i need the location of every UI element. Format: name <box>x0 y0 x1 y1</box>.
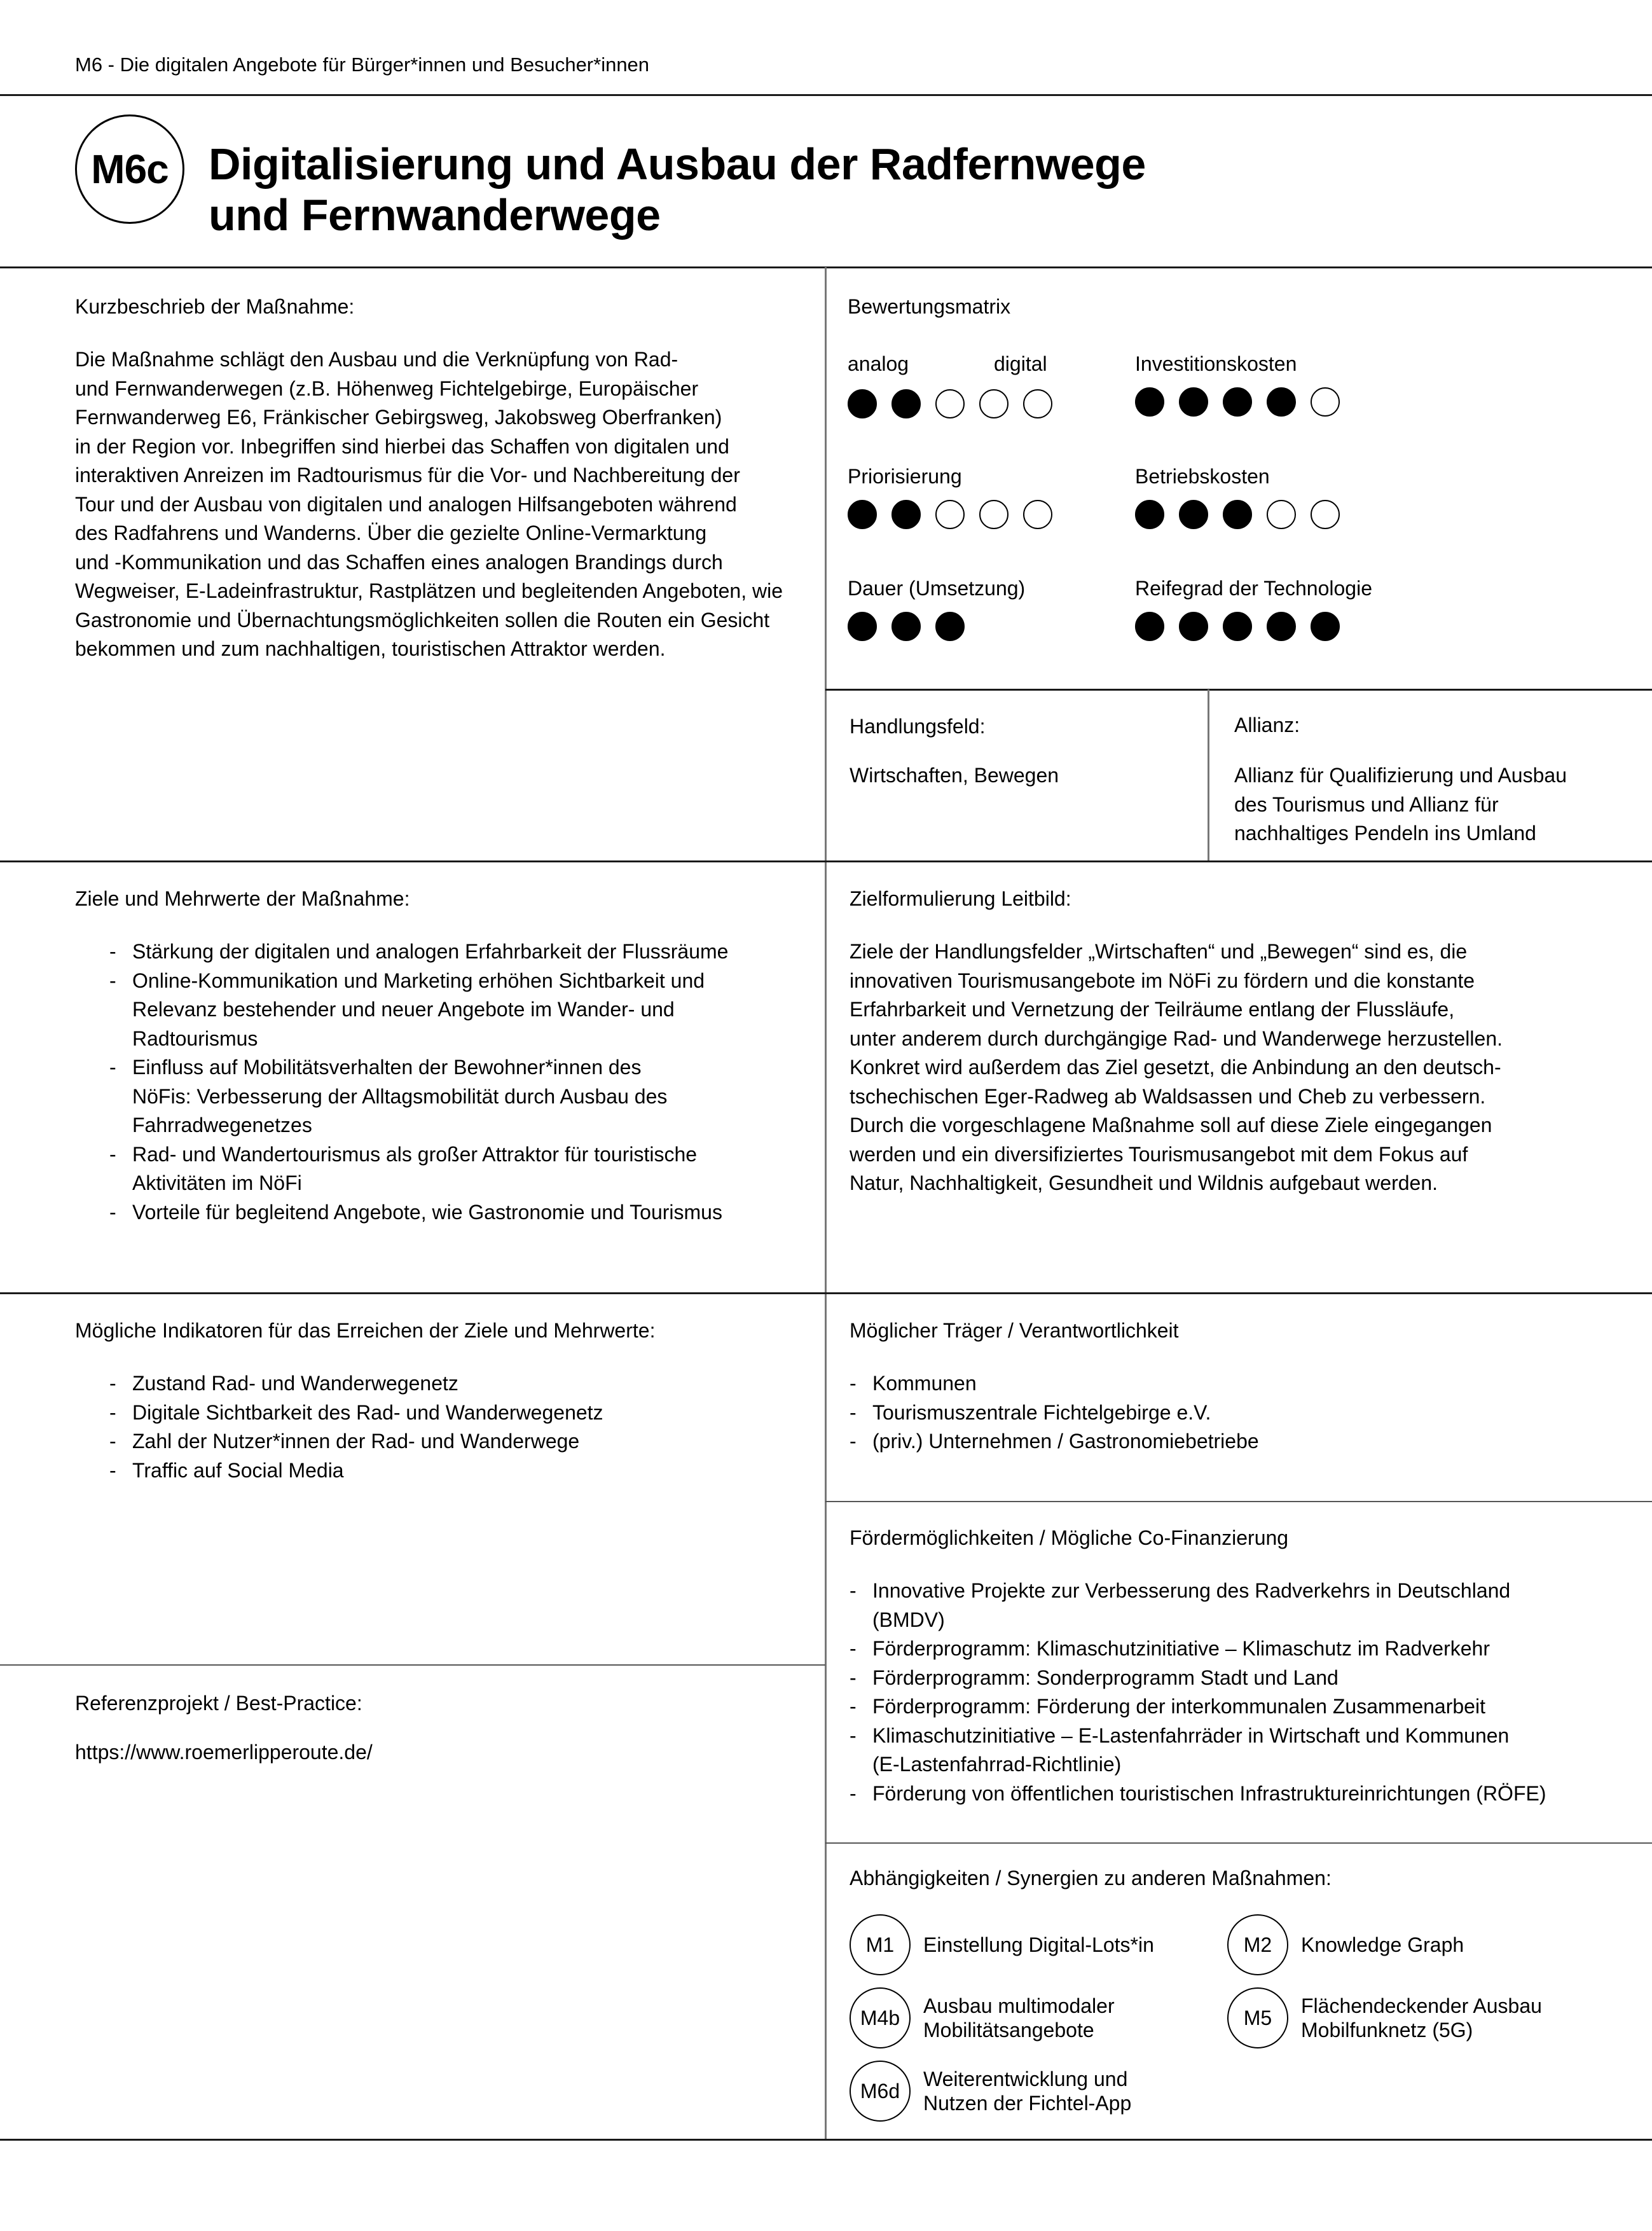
rating-dot-filled-icon <box>1223 387 1252 417</box>
rating-dot-filled-icon <box>1223 612 1252 641</box>
kurzbeschrieb-line: und -Kommunikation und das Schaffen eines analogen Brandings durch <box>75 550 723 574</box>
rating-investitionskosten <box>1135 352 1340 417</box>
dependency-badge: M4b <box>850 1987 911 2048</box>
rating-dot-filled-icon <box>848 612 877 641</box>
kurzbeschrieb-line: Die Maßnahme schlägt den Ausbau und die Verknüpfung von Rad- <box>75 348 678 371</box>
zielformulierung-line: Ziele der Handlungsfelder „Wirtschaften“ und „Bewegen“ sind es, die <box>850 940 1468 963</box>
divider-bottom <box>0 2139 1652 2141</box>
rating-dauer <box>848 577 1025 641</box>
indikatoren-item: - Zustand Rad- und Wanderwegenetz <box>109 1369 806 1399</box>
referenz-heading: Referenzprojekt / Best-Practice: <box>75 1692 362 1715</box>
rating-label: Dauer (Umsetzung) <box>848 577 1026 600</box>
zielformulierung-line: Konkret wird außerdem das Ziel gesetzt, die Anbindung an den deutsch- <box>850 1056 1501 1079</box>
dependency-badge: M1 <box>850 1914 911 1975</box>
dependency-text-line: Ausbau multimodaler <box>923 1994 1115 2017</box>
kurzbeschrieb-line: Fernwanderweg E6, Fränkischer Gebirgsweg, Jakobsweg Oberfranken) <box>75 406 722 429</box>
kurzbeschrieb-line: bekommen und zum nachhaltigen, touristischen Attraktor werden. <box>75 637 666 660</box>
rating-dot-filled-icon <box>1267 387 1296 417</box>
indikatoren-list <box>109 1369 806 1485</box>
dependency-text <box>923 2067 1131 2115</box>
foerder-item <box>850 1664 1638 1693</box>
dependency-text-line: Nutzen der Fichtel-App <box>923 2092 1132 2115</box>
dependency-item[interactable] <box>850 1987 1115 2048</box>
rating-dot-empty-icon <box>979 500 1008 529</box>
section-traeger <box>850 1319 1632 1456</box>
ziele-item-line: Fahrradwegenetzes <box>132 1114 312 1136</box>
rating-priorisierung <box>848 465 1052 529</box>
rating-dot-empty-icon <box>1311 500 1340 529</box>
allianz-line: Allianz für Qualifizierung und Ausbau <box>1234 764 1567 787</box>
divider-traeger <box>825 1501 1652 1502</box>
divider-foerder <box>825 1842 1652 1844</box>
section-bewertungsmatrix <box>848 295 1611 664</box>
foerder-item-line: - Klimaschutzinitiative – E-Lastenfahrräder in Wirtschaft und Kommunen <box>872 1723 1510 1747</box>
indikatoren-heading: Mögliche Indikatoren für das Erreichen der Ziele und Mehrwerte: <box>75 1319 656 1342</box>
zielformulierung-body <box>850 937 1632 1198</box>
rating-dot-empty-icon <box>979 389 1008 418</box>
ziele-item <box>109 1198 806 1227</box>
kurzbeschrieb-line: und Fernwanderwegen (z.B. Höhenweg Fichtelgebirge, Europäischer <box>75 376 699 400</box>
kurzbeschrieb-line: interaktiven Anreizen im Radtourismus für die Vor- und Nachbereitung der <box>75 464 740 487</box>
rating-dot-filled-icon <box>1135 612 1164 641</box>
zielformulierung-line: unter anderem durch durchgängige Rad- und Wanderwege herzustellen. <box>850 1026 1503 1050</box>
foerder-heading: Fördermöglichkeiten / Mögliche Co-Finanzierung <box>850 1526 1289 1549</box>
dependency-item[interactable] <box>1227 1914 1464 1975</box>
dependency-badge: M5 <box>1227 1987 1288 2048</box>
divider-row2 <box>0 860 1652 862</box>
foerder-item-line: - Innovative Projekte zur Verbesserung des Radverkehrs in Deutschland <box>872 1579 1511 1602</box>
kurzbeschrieb-line: Wegweiser, E-Ladeinfrastruktur, Rastplätzen und begleitenden Angeboten, wie <box>75 579 783 602</box>
ziele-item <box>109 1053 806 1140</box>
dependency-text-line: Flächendeckender Ausbau <box>1301 1994 1542 2017</box>
ziele-list <box>109 937 806 1227</box>
divider-matrix <box>825 689 1652 691</box>
ziele-item-line: Relevanz bestehender und neuer Angebote im Wander- und <box>132 998 675 1021</box>
kurzbeschrieb-line: Tour und der Ausbau von digitalen und analogen Hilfsangeboten während <box>75 492 737 516</box>
rating-dot-filled-icon <box>848 500 877 529</box>
ziele-item <box>109 1140 806 1198</box>
foerder-item-line: - Förderung von öffentlichen touristischen Infrastruktureinrichtungen (RÖFE) <box>872 1781 1546 1805</box>
ziele-item-line: Radtourismus <box>132 1026 258 1050</box>
zielformulierung-line: Natur, Nachhaltigkeit, Gesundheit und Wildnis aufgebaut werden. <box>850 1171 1438 1194</box>
dependency-item[interactable] <box>850 2061 1131 2122</box>
kurzbeschrieb-line: des Radfahrens und Wanderns. Über die gezielte Online-Vermarktung <box>75 521 707 544</box>
ziele-heading: Ziele und Mehrwerte der Maßnahme: <box>75 887 410 910</box>
section-allianz <box>1234 714 1628 848</box>
foerder-item <box>850 1692 1638 1722</box>
foerder-item <box>850 1722 1638 1779</box>
rating-dot-filled-icon <box>1179 387 1208 417</box>
ziele-item-line: - Online-Kommunikation und Marketing erhöhen Sichtbarkeit und <box>132 969 705 992</box>
foerder-item-line: (BMDV) <box>872 1608 945 1631</box>
rating-betriebskosten <box>1135 465 1340 529</box>
traeger-item: - Kommunen <box>850 1369 1632 1399</box>
foerder-item-line: - Förderprogramm: Sonderprogramm Stadt und Land <box>872 1666 1339 1689</box>
kurzbeschrieb-heading: Kurzbeschrieb der Maßnahme: <box>75 295 355 318</box>
foerder-list <box>850 1577 1638 1808</box>
traeger-item: - Tourismuszentrale Fichtelgebirge e.V. <box>850 1399 1632 1428</box>
dependency-item[interactable] <box>1227 1987 1542 2048</box>
digital-label: digital <box>994 352 1047 375</box>
indikatoren-item: - Zahl der Nutzer*innen der Rad- und Wanderwege <box>109 1427 806 1456</box>
ziele-item <box>109 967 806 1054</box>
rating-label: Priorisierung <box>848 465 962 488</box>
rating-dots <box>1135 612 1372 641</box>
foerder-item <box>850 1577 1638 1634</box>
page-title-line2: und Fernwanderwege <box>209 190 661 240</box>
rating-dots <box>1135 387 1340 417</box>
rating-dot-empty-icon <box>1023 500 1052 529</box>
divider-indikatoren <box>0 1664 825 1666</box>
ziele-item-line: - Stärkung der digitalen und analogen Erfahrbarkeit der Flussräume <box>132 940 729 963</box>
dependency-text <box>1301 1994 1542 2042</box>
foerder-item-line: - Förderprogramm: Klimaschutzinitiative – Klimaschutz im Radverkehr <box>872 1637 1490 1660</box>
section-referenz <box>75 1692 806 1767</box>
rating-reifegrad <box>1135 577 1372 641</box>
abhaengigkeiten-heading: Abhängigkeiten / Synergien zu anderen Maßnahmen: <box>850 1867 1332 1889</box>
analog-label: analog <box>848 352 909 375</box>
section-indikatoren <box>75 1319 806 1485</box>
ziele-item <box>109 937 806 967</box>
dependency-text-line: Weiterentwicklung und <box>923 2068 1128 2090</box>
rating-dot-empty-icon <box>1267 500 1296 529</box>
rating-dot-filled-icon <box>848 389 877 418</box>
rating-label: Investitionskosten <box>1135 352 1297 375</box>
rating-label: Reifegrad der Technologie <box>1135 577 1372 600</box>
rating-dot-filled-icon <box>1311 612 1340 641</box>
rating-dot-filled-icon <box>891 612 921 641</box>
rating-dot-filled-icon <box>1179 612 1208 641</box>
ziele-item-line: Aktivitäten im NöFi <box>132 1171 302 1194</box>
allianz-body <box>1234 761 1628 848</box>
foerder-item-line: (E-Lastenfahrrad-Richtlinie) <box>872 1753 1122 1776</box>
foerder-item <box>850 1634 1638 1664</box>
handlungsfeld-value: Wirtschaften, Bewegen <box>850 764 1059 787</box>
rating-dot-filled-icon <box>1267 612 1296 641</box>
rating-dot-filled-icon <box>935 612 965 641</box>
zielformulierung-line: innovativen Tourismusangebote im NöFi zu fördern und die konstante <box>850 969 1475 992</box>
page-title-line1: Digitalisierung und Ausbau der Radfernwege <box>209 139 1146 189</box>
rating-dots <box>848 389 1057 418</box>
zielformulierung-line: werden und ein diversifiziertes Tourismusangebot mit dem Fokus auf <box>850 1142 1468 1166</box>
rating-dot-empty-icon <box>935 389 965 418</box>
indikatoren-item: - Digitale Sichtbarkeit des Rad- und Wanderwegenetz <box>109 1399 806 1428</box>
rating-dot-filled-icon <box>891 500 921 529</box>
dependency-badge: M6d <box>850 2061 911 2122</box>
allianz-line: des Tourismus und Allianz für <box>1234 792 1499 816</box>
rating-analog-digital <box>848 352 1057 418</box>
dependency-text <box>1301 1933 1464 1957</box>
traeger-list <box>850 1369 1632 1456</box>
divider-vertical-main <box>825 267 827 2141</box>
handlungsfeld-heading: Handlungsfeld: <box>850 715 986 738</box>
zielformulierung-line: Durch die vorgeschlagene Maßnahme soll auf diese Ziele eingegangen <box>850 1114 1492 1136</box>
indikatoren-item: - Traffic auf Social Media <box>109 1456 806 1486</box>
ziele-item-line: - Rad- und Wandertourismus als großer Attraktor für touristische <box>132 1142 698 1166</box>
rating-label: Betriebskosten <box>1135 465 1270 488</box>
dependency-text-line: Mobilitätsangebote <box>923 2019 1094 2041</box>
section-handlungsfeld <box>850 715 1193 791</box>
dependency-text-line: Einstellung Digital-Lots*in <box>923 1933 1154 1956</box>
traeger-item: - (priv.) Unternehmen / Gastronomiebetriebe <box>850 1427 1632 1456</box>
bewertungsmatrix-heading: Bewertungsmatrix <box>848 295 1011 318</box>
referenz-link[interactable]: https://www.roemerlipperoute.de/ <box>75 1741 373 1764</box>
divider-header <box>0 94 1652 96</box>
zielformulierung-heading: Zielformulierung Leitbild: <box>850 887 1071 910</box>
allianz-heading: Allianz: <box>1234 714 1300 736</box>
rating-dots <box>848 500 1052 529</box>
allianz-line: nachhaltiges Pendeln ins Umland <box>1234 822 1536 845</box>
page-title <box>209 139 1146 240</box>
foerder-item <box>850 1779 1638 1809</box>
rating-dot-filled-icon <box>1223 500 1252 529</box>
section-abhaengigkeiten <box>850 1867 1638 2134</box>
section-zielformulierung <box>850 887 1632 1198</box>
foerder-item-line: - Förderprogramm: Förderung der interkommunalen Zusammenarbeit <box>872 1695 1485 1718</box>
measure-badge <box>75 114 184 224</box>
ziele-item-line: - Einfluss auf Mobilitätsverhalten der Bewohner*innen des <box>132 1056 642 1079</box>
section-foerder <box>850 1526 1638 1808</box>
rating-dots <box>1135 500 1340 529</box>
ziele-item-line: NöFis: Verbesserung der Alltagsmobilität durch Ausbau des <box>132 1084 668 1108</box>
kurzbeschrieb-body <box>75 345 806 664</box>
rating-dot-filled-icon <box>891 389 921 418</box>
dependency-item[interactable] <box>850 1914 1154 1975</box>
dependency-text <box>923 1994 1115 2042</box>
dependency-text <box>923 1933 1154 1957</box>
zielformulierung-line: Erfahrbarkeit und Vernetzung der Teilräume entlang der Flussläufe, <box>850 998 1455 1021</box>
measure-badge-label: M6c <box>91 146 169 192</box>
section-kurzbeschrieb <box>75 295 806 664</box>
ziele-item-line: - Vorteile für begleitend Angebote, wie Gastronomie und Tourismus <box>132 1200 722 1224</box>
rating-dot-empty-icon <box>1311 387 1340 417</box>
running-head: M6 - Die digitalen Angebote für Bürger*innen und Besucher*innen <box>75 53 650 76</box>
rating-dot-empty-icon <box>1023 389 1052 418</box>
rating-dot-filled-icon <box>1179 500 1208 529</box>
dependency-badge: M2 <box>1227 1914 1288 1975</box>
rating-dot-filled-icon <box>1135 500 1164 529</box>
dependency-text-line: Mobilfunknetz (5G) <box>1301 2019 1473 2041</box>
zielformulierung-line: tschechischen Eger-Radweg ab Waldsassen und Cheb zu verbessern. <box>850 1084 1486 1108</box>
section-ziele <box>75 887 806 1227</box>
kurzbeschrieb-line: in der Region vor. Inbegriffen sind hierbei das Schaffen von digitalen und <box>75 434 729 458</box>
kurzbeschrieb-line: Gastronomie und Übernachtungsmöglichkeiten sollen die Routen ein Gesicht <box>75 608 770 632</box>
dependency-text-line: Knowledge Graph <box>1301 1933 1464 1956</box>
rating-dot-filled-icon <box>1135 387 1164 417</box>
rating-dots <box>848 612 1025 641</box>
traeger-heading: Möglicher Träger / Verantwortlichkeit <box>850 1319 1179 1342</box>
divider-row3 <box>0 1292 1652 1294</box>
divider-handlungsfeld-allianz <box>1208 689 1209 861</box>
rating-dot-empty-icon <box>935 500 965 529</box>
